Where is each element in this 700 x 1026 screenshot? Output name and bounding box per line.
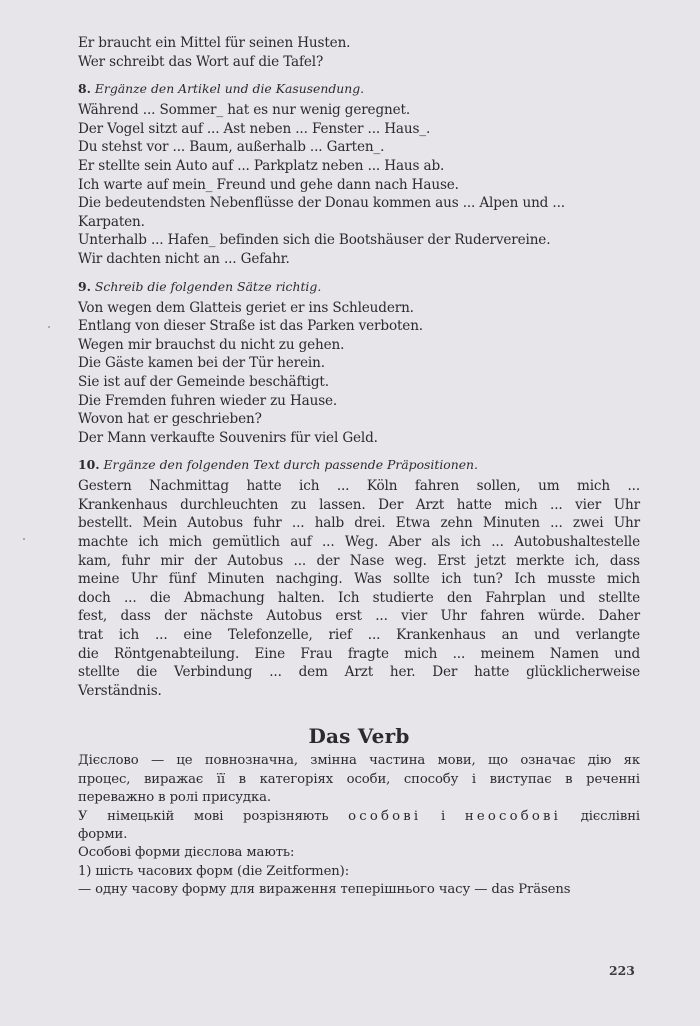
verb-forms-text-before: У німецькій мові розрізняють	[78, 808, 349, 824]
exercise-10-line: trat ich ... eine Telefonzelle, rief ... Krankenhaus an und verlangte	[78, 627, 640, 644]
exercise-8-line: Du stehst vor ... Baum, außerhalb ... Garten_.	[78, 139, 385, 156]
exercise-10-task: Ergänze den folgenden Text durch passende Präpositionen.	[103, 457, 478, 473]
exercise-8-line: Der Vogel sitzt auf ... Ast neben ... Fenster ... Haus_.	[78, 120, 431, 137]
emphasis-impersonal: неособові	[464, 808, 562, 824]
emphasis-personal: особові	[348, 808, 422, 824]
exercise-10-line: doch ... die Abmachung halten. Ich studierte den Fahrplan und stellte	[78, 589, 640, 606]
intro-line: Er braucht ein Mittel für seinen Husten.	[78, 35, 351, 51]
intro-sentences	[78, 34, 640, 71]
verb-forms-continuation: форми.	[78, 827, 128, 843]
verb-forms-paragraph	[78, 808, 640, 845]
exercise-9-line: Von wegen dem Glatteis geriet er ins Schleudern.	[78, 299, 414, 316]
exercise-8-line: Unterhalb ... Hafen_ befinden sich die Bootshäuser der Rudervereine.	[78, 232, 551, 249]
exercise-10-line: Gestern Nachmittag hatte ich ... Köln fahren sollen, um mich ...	[78, 478, 640, 495]
exercise-9-sentences	[78, 299, 640, 448]
exercise-8-heading	[78, 80, 640, 98]
verb-forms-text-after: дієслівні	[561, 808, 640, 824]
exercise-8-sentences	[78, 101, 640, 268]
exercise-10-line: machte ich mich gemütlich auf ... Weg. Aber als ich ... Autobushaltestelle	[78, 534, 640, 551]
exercise-9-line: Sie ist auf der Gemeinde beschäftigt.	[78, 373, 329, 390]
personal-forms-line: Особові форми дієслова мають:	[78, 845, 295, 861]
exercise-8-number: 8.	[78, 81, 91, 97]
exercise-8-line: Ich warte auf mein_ Freund und gehe dann nach Hause.	[78, 176, 459, 193]
definition-line: переважно в ролі присудка.	[78, 790, 271, 806]
exercise-10-line: bestellt. Mein Autobus fuhr ... halb drei. Etwa zehn Minuten ... zwei Uhr	[78, 515, 640, 532]
exercise-8-line: Während ... Sommer_ hat es nur wenig geregnet.	[78, 102, 410, 119]
exercise-9-line: Wovon hat er geschrieben?	[78, 411, 262, 428]
exercise-9-line: Der Mann verkaufte Souvenirs für viel Geld.	[78, 429, 378, 446]
scan-speck	[48, 326, 50, 328]
exercise-10-text	[78, 477, 640, 700]
exercise-10-number: 10.	[78, 457, 100, 473]
exercise-8-line: Er stellte sein Auto auf ... Parkplatz neben ... Haus ab.	[78, 157, 445, 174]
exercise-10-line: stellte die Verbindung ... dem Arzt her. Der hatte glücklicherweise	[78, 664, 640, 681]
exercise-9-task: Schreib die folgenden Sätze richtig.	[94, 278, 322, 294]
exercise-8-line: Wir dachten nicht an ... Gefahr.	[78, 250, 290, 267]
exercise-10-line: die Röntgenabteilung. Eine Frau fragte mich ... meinem Namen und	[78, 645, 640, 662]
textbook-page	[78, 34, 640, 900]
exercise-9-line: Die Fremden fuhren wieder zu Hause.	[78, 392, 338, 409]
page-number: 223	[609, 963, 635, 978]
section-title: Das Verb	[308, 724, 410, 749]
scan-speck	[23, 538, 25, 540]
definition-line: процес, виражає її в категоріях особи, способу і виступає в реченні	[78, 771, 640, 787]
intro-line: Wer schreibt das Wort auf die Tafel?	[78, 53, 324, 70]
exercise-9-heading	[78, 278, 640, 296]
exercise-8-line: Karpaten.	[78, 213, 145, 230]
verb-forms-text-middle: і	[421, 808, 465, 824]
personal-forms-list	[78, 844, 640, 899]
exercise-9-line: Entlang von dieser Straße ist das Parken verboten.	[78, 318, 423, 335]
exercise-9-line: Wegen mir brauchst du nicht zu gehen.	[78, 336, 345, 353]
exercise-10-line: Verständnis.	[78, 682, 162, 699]
personal-forms-line: — одну часову форму для вираження теперішнього часу — das Präsens	[78, 882, 571, 898]
exercise-8-task: Ergänze den Artikel und die Kasusendung.	[94, 81, 365, 97]
exercise-8-line: Die bedeutendsten Nebenflüsse der Donau kommen aus ... Alpen und ...	[78, 195, 565, 212]
verb-forms-line	[78, 808, 640, 826]
exercise-9-number: 9.	[78, 278, 91, 294]
exercise-10-heading	[78, 456, 640, 474]
personal-forms-line: 1) шість часових форм (die Zeitformen):	[78, 863, 350, 879]
exercise-10-line: fest, dass der nächste Autobus erst ... vier Uhr fahren würde. Daher	[78, 608, 640, 625]
exercise-9-line: Die Gäste kamen bei der Tür herein.	[78, 355, 325, 372]
exercise-10-line: kam, fuhr mir der Autobus ... der Nase weg. Erst jetzt merkte ich, dass	[78, 552, 640, 569]
exercise-10-line: meine Uhr fünf Minuten nachging. Was sollte ich tun? Ich musste mich	[78, 571, 640, 588]
verb-definition-paragraph	[78, 752, 640, 807]
definition-line: Дієслово — це повнозначна, змінна частина мови, що означає дію як	[78, 753, 640, 769]
exercise-10-line: Krankenhaus durchleuchten zu lassen. Der Arzt hatte mich ... vier Uhr	[78, 496, 640, 513]
